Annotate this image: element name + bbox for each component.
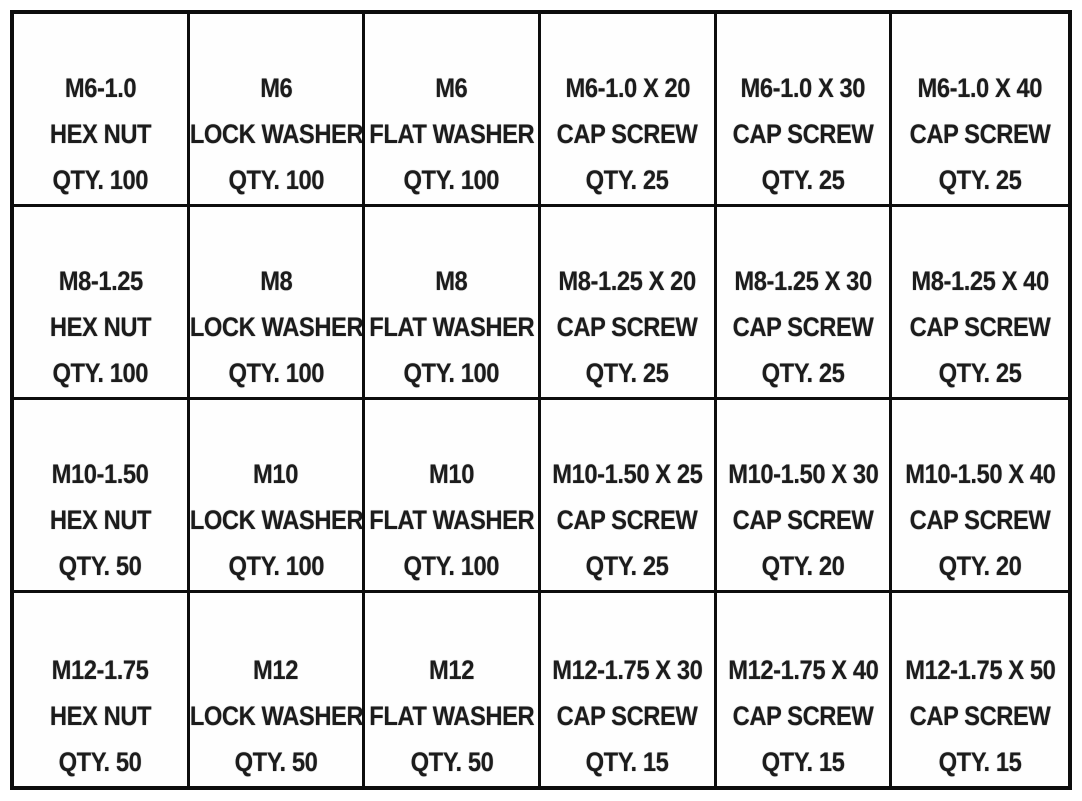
bin-size-label: M6-1.0 X 40 [917, 73, 1043, 103]
bin-size-label: M8 [259, 266, 293, 296]
bin-label-cell [541, 207, 717, 400]
bin-qty-label: QTY. 100 [228, 358, 324, 388]
bin-size-label: M6 [259, 73, 293, 103]
bin-size-label: M10-1.50 [51, 459, 149, 489]
bin-qty-label: QTY. 15 [938, 747, 1022, 777]
bin-size-label: M8-1.25 X 20 [558, 266, 697, 296]
bin-qty-label: QTY. 50 [58, 747, 142, 777]
bin-label-cell [892, 207, 1068, 400]
bin-part-name: FLAT WASHER [369, 505, 535, 535]
bin-qty-label: QTY. 50 [58, 551, 142, 581]
bin-label-cell [892, 14, 1068, 207]
bin-size-label: M12-1.75 X 50 [905, 655, 1056, 685]
bin-size-label: M8-1.25 X 30 [734, 266, 872, 296]
bin-label-cell [14, 14, 190, 207]
bin-part-name: LOCK WASHER [189, 312, 363, 342]
bin-part-name: CAP SCREW [909, 312, 1051, 342]
bin-label-cell [717, 400, 893, 593]
bin-part-name: FLAT WASHER [369, 701, 535, 731]
bin-size-label: M10-1.50 X 25 [552, 459, 703, 489]
bin-part-name: CAP SCREW [556, 119, 698, 149]
bin-qty-label: QTY. 100 [228, 551, 324, 581]
bin-label-cell [190, 593, 366, 786]
bin-qty-label: QTY. 100 [52, 165, 149, 195]
bin-label-cell [365, 207, 541, 400]
bin-part-name: CAP SCREW [556, 505, 698, 535]
bin-label-cell [365, 400, 541, 593]
bin-part-name: LOCK WASHER [189, 119, 363, 149]
bin-label-grid [10, 10, 1072, 790]
bin-part-name: CAP SCREW [909, 505, 1051, 535]
bin-qty-label: QTY. 15 [761, 747, 845, 777]
bin-part-name: CAP SCREW [732, 312, 874, 342]
bin-qty-label: QTY. 25 [938, 165, 1022, 195]
bin-qty-label: QTY. 100 [403, 165, 500, 195]
bin-qty-label: QTY. 25 [585, 165, 669, 195]
bin-part-name: CAP SCREW [909, 701, 1051, 731]
bin-label-cell [541, 14, 717, 207]
bin-label-cell [717, 207, 893, 400]
bin-part-name: HEX NUT [49, 701, 151, 731]
bin-size-label: M6-1.0 [64, 73, 136, 103]
bin-size-label: M10 [253, 459, 299, 489]
bin-qty-label: QTY. 100 [228, 165, 324, 195]
bin-size-label: M10 [429, 459, 475, 489]
bin-part-name: CAP SCREW [556, 701, 698, 731]
bin-part-name: FLAT WASHER [369, 312, 535, 342]
bin-part-name: CAP SCREW [556, 312, 698, 342]
bin-label-cell [541, 593, 717, 786]
bin-qty-label: QTY. 100 [52, 358, 149, 388]
bin-qty-label: QTY. 100 [403, 358, 500, 388]
bin-qty-label: QTY. 20 [761, 551, 845, 581]
bin-size-label: M6 [435, 73, 468, 103]
bin-label-cell [717, 14, 893, 207]
bin-qty-label: QTY. 25 [761, 165, 845, 195]
bin-label-cell [14, 593, 190, 786]
bin-label-cell [717, 593, 893, 786]
bin-part-name: CAP SCREW [732, 505, 874, 535]
bin-part-name: HEX NUT [49, 119, 151, 149]
bin-qty-label: QTY. 25 [585, 551, 669, 581]
bin-size-label: M6-1.0 X 30 [740, 73, 866, 103]
bin-size-label: M8-1.25 X 40 [911, 266, 1049, 296]
bin-part-name: HEX NUT [49, 312, 151, 342]
bin-part-name: LOCK WASHER [189, 701, 363, 731]
bin-part-name: HEX NUT [49, 505, 151, 535]
bin-label-cell [14, 207, 190, 400]
bin-label-cell [190, 400, 366, 593]
bin-qty-label: QTY. 100 [403, 551, 500, 581]
bin-size-label: M8 [435, 266, 468, 296]
bin-qty-label: QTY. 20 [938, 551, 1022, 581]
bin-label-cell [190, 207, 366, 400]
bin-size-label: M12-1.75 X 30 [552, 655, 703, 685]
bin-label-cell [190, 14, 366, 207]
bin-label-cell [892, 400, 1068, 593]
bin-part-name: CAP SCREW [732, 701, 874, 731]
bin-size-label: M12-1.75 [51, 655, 149, 685]
bin-qty-label: QTY. 25 [938, 358, 1022, 388]
bin-size-label: M12 [253, 655, 299, 685]
bin-label-cell [365, 14, 541, 207]
bin-size-label: M8-1.25 [58, 266, 143, 296]
bin-qty-label: QTY. 50 [234, 747, 318, 777]
bin-qty-label: QTY. 15 [585, 747, 669, 777]
bin-qty-label: QTY. 50 [410, 747, 494, 777]
bin-qty-label: QTY. 25 [585, 358, 669, 388]
bin-size-label: M10-1.50 X 40 [905, 459, 1056, 489]
bin-part-name: LOCK WASHER [189, 505, 363, 535]
bin-label-cell [14, 400, 190, 593]
bin-label-cell [892, 593, 1068, 786]
bin-label-cell [365, 593, 541, 786]
bin-part-name: CAP SCREW [732, 119, 874, 149]
bin-part-name: CAP SCREW [909, 119, 1051, 149]
bin-size-label: M6-1.0 X 20 [565, 73, 690, 103]
bin-size-label: M10-1.50 X 30 [727, 459, 879, 489]
bin-size-label: M12-1.75 X 40 [727, 655, 879, 685]
bin-size-label: M12 [429, 655, 475, 685]
bin-qty-label: QTY. 25 [761, 358, 845, 388]
bin-part-name: FLAT WASHER [369, 119, 535, 149]
bin-label-cell [541, 400, 717, 593]
